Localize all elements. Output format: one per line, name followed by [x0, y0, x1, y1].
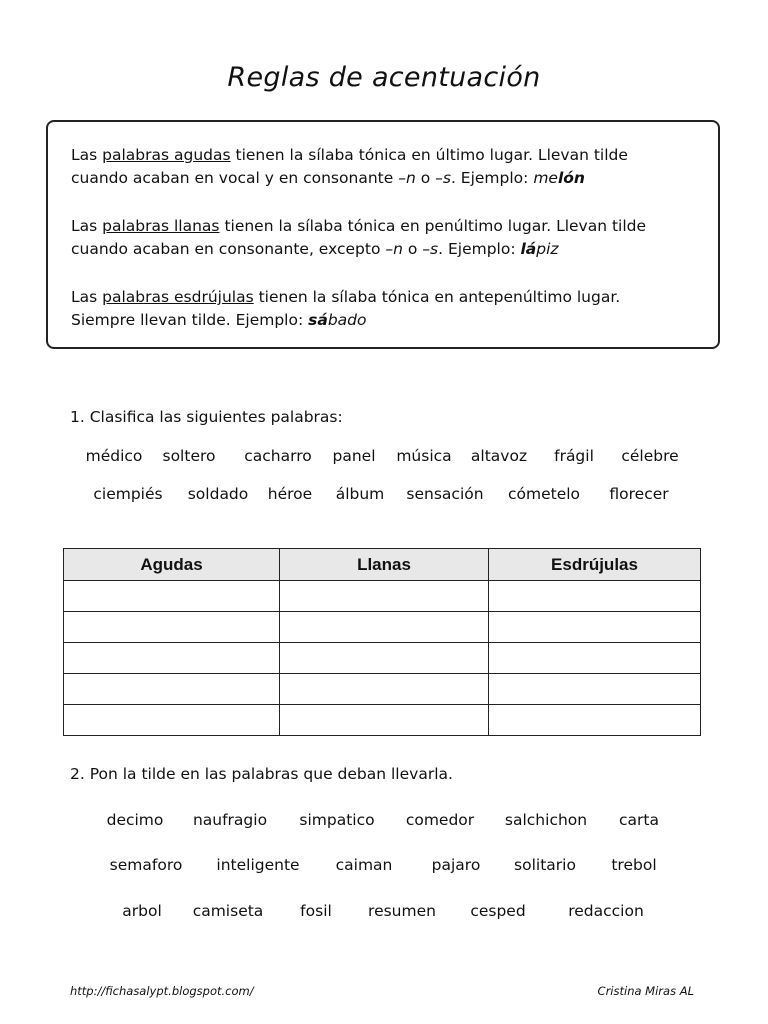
table-header-row [64, 549, 701, 581]
rule-ending: –s [435, 169, 451, 187]
rule-ending: –s [422, 240, 439, 258]
rules-box [46, 120, 720, 349]
word: comedor [405, 811, 475, 829]
answer-cell-llanas [280, 674, 489, 705]
rule-esdrujulas [71, 286, 701, 332]
word: cómetelo [507, 485, 581, 503]
word: cesped [470, 902, 526, 920]
table-row [64, 643, 701, 674]
rule-term: palabras esdrújulas [102, 288, 254, 306]
answer-cell-agudas [64, 643, 280, 674]
word: carta [619, 811, 659, 829]
rule-text: Las [71, 217, 103, 235]
column-header-esdrujulas: Esdrújulas [489, 549, 701, 581]
table-row [64, 581, 701, 612]
answer-cell-agudas [64, 612, 280, 643]
word: salchichon [504, 811, 588, 829]
exercise-1-prompt: 1. Clasifica las siguientes palabras: [70, 408, 343, 426]
rule-term: palabras agudas [102, 146, 231, 164]
word: panel [332, 447, 376, 465]
rule-text: tienen la sílaba tónica en último lugar. Llevan tilde [230, 146, 628, 164]
word: semaforo [109, 856, 183, 874]
rule-text: o [415, 169, 436, 187]
word: solitario [514, 856, 576, 874]
word: cacharro [244, 447, 312, 465]
answer-cell-agudas [64, 674, 280, 705]
exercise-2-words-row-2 [0, 856, 768, 878]
rule-term: palabras llanas [102, 217, 220, 235]
rule-text: . Ejemplo: [438, 240, 521, 258]
rule-text: o [402, 240, 423, 258]
word: ciempiés [93, 485, 163, 503]
rule-ending: –n [398, 169, 416, 187]
word: música [396, 447, 452, 465]
word: resumen [368, 902, 436, 920]
word: médico [85, 447, 143, 465]
rule-text: . Ejemplo: [450, 169, 534, 187]
answer-cell-agudas [64, 705, 280, 736]
rule-text: cuando acaban en consonante, excepto [71, 240, 386, 258]
answer-cell-llanas [280, 581, 489, 612]
exercise-2-words-row-1 [0, 811, 768, 833]
rule-llanas [71, 215, 701, 261]
exercise-1-words-row-1 [0, 447, 768, 469]
answer-cell-llanas [280, 643, 489, 674]
word: redaccion [568, 902, 644, 920]
footer-url: http://fichasalypt.blogspot.com/ [70, 984, 254, 998]
answer-cell-esdrujulas [489, 581, 701, 612]
rule-example: sábado [308, 311, 367, 329]
answer-cell-esdrujulas [489, 674, 701, 705]
word: camiseta [192, 902, 264, 920]
footer-author: Cristina Miras AL [597, 984, 694, 998]
word: simpatico [299, 811, 375, 829]
answer-cell-llanas [280, 705, 489, 736]
rule-text: tienen la sílaba tónica en penúltimo lugar. Llevan tilde [219, 217, 647, 235]
word: frágil [554, 447, 594, 465]
answer-cell-esdrujulas [489, 705, 701, 736]
word: álbum [335, 485, 385, 503]
rule-example: melón [533, 169, 585, 187]
exercise-2-prompt: 2. Pon la tilde en las palabras que deban llevarla. [70, 765, 453, 783]
word: soldado [187, 485, 249, 503]
rule-text: Las [71, 288, 103, 306]
word: sensación [406, 485, 484, 503]
rule-text: Siempre llevan tilde. Ejemplo: [71, 311, 309, 329]
classification-table [63, 548, 701, 736]
exercise-1-words-row-2 [0, 485, 768, 507]
word: inteligente [216, 856, 300, 874]
rule-agudas [71, 144, 701, 190]
rule-text: cuando acaban en vocal y en consonante [71, 169, 399, 187]
table-row [64, 612, 701, 643]
rule-example: lápiz [520, 240, 559, 258]
rule-text: Las [71, 146, 103, 164]
word: soltero [162, 447, 216, 465]
word: trebol [611, 856, 657, 874]
word: caiman [335, 856, 393, 874]
word: héroe [267, 485, 313, 503]
word: fosil [300, 902, 332, 920]
answer-cell-agudas [64, 581, 280, 612]
answer-cell-llanas [280, 612, 489, 643]
answer-cell-esdrujulas [489, 612, 701, 643]
word: decimo [106, 811, 164, 829]
rule-ending: –n [385, 240, 403, 258]
column-header-agudas: Agudas [64, 549, 280, 581]
table-row [64, 705, 701, 736]
column-header-llanas: Llanas [280, 549, 489, 581]
rule-text: tienen la sílaba tónica en antepenúltimo lugar. [253, 288, 621, 306]
word: pajaro [431, 856, 481, 874]
word: arbol [122, 902, 162, 920]
answer-cell-esdrujulas [489, 643, 701, 674]
page-title: Reglas de acentuación [227, 62, 541, 93]
word: naufragio [192, 811, 268, 829]
word: célebre [621, 447, 679, 465]
table-row [64, 674, 701, 705]
exercise-2-words-row-3 [0, 902, 768, 924]
word: florecer [609, 485, 669, 503]
word: altavoz [470, 447, 528, 465]
